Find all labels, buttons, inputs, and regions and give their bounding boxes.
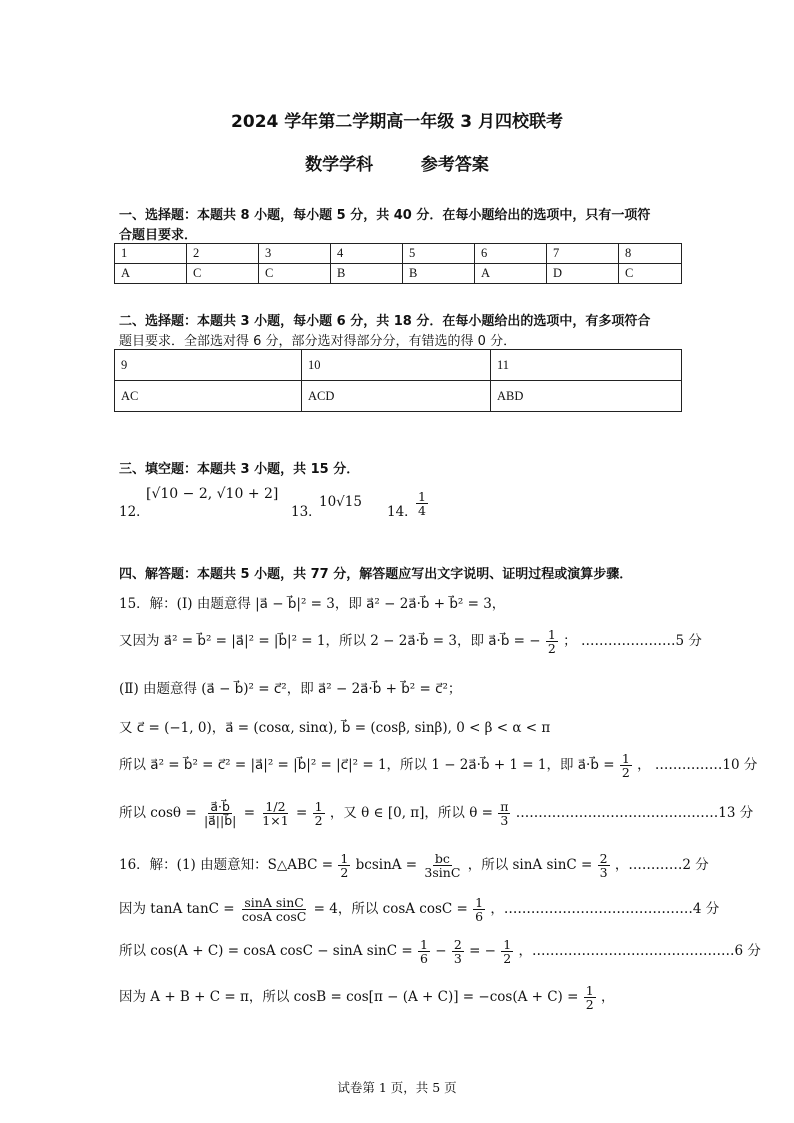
table-row	[115, 381, 682, 412]
numerator: 1	[585, 983, 594, 998]
table-cell: AC	[115, 381, 302, 412]
score-label: ，…………2 分	[614, 857, 709, 874]
table-row	[115, 264, 682, 284]
section4-heading: 四、解答题：本题共 5 小题，共 77 分，解答题应写出文字说明、证明过程或演算步骤．	[119, 567, 633, 582]
score-label: ，………………………………………6 分	[518, 943, 761, 960]
line-text: = 4，所以 cosA cosC =	[313, 901, 468, 918]
numerator: sinA sinC	[244, 895, 304, 910]
numerator: 1	[503, 937, 512, 952]
line-text: 又因为 a⃗² = b⃗² = |a⃗|² = |b⃗|² = 1，所以 2 − 2a⃗·b⃗ = 3，即 a⃗·b⃗ = −	[119, 633, 541, 650]
q12-answer: [√10 − 2, √10 + 2]	[146, 486, 279, 502]
table-cell: D	[547, 264, 619, 284]
q16-line1	[119, 852, 709, 879]
line-text: ，所以 sinA sinC =	[467, 857, 593, 874]
fraction	[338, 852, 350, 879]
table-cell: B	[403, 264, 475, 284]
line-text: ，又 θ ∈ [0, π]，所以 θ =	[329, 805, 493, 822]
fraction	[473, 896, 485, 923]
table-cell: 1	[115, 244, 187, 264]
q16-line2	[119, 896, 719, 923]
q13-answer: 10√15	[319, 494, 362, 510]
q14-answer	[415, 490, 429, 517]
line-text: ，	[600, 989, 615, 1006]
fraction	[260, 800, 290, 827]
numerator: 1	[314, 799, 323, 814]
table-cell: ABD	[491, 381, 682, 412]
table-cell: A	[115, 264, 187, 284]
fraction	[313, 800, 325, 827]
table-cell: 4	[331, 244, 403, 264]
fraction	[498, 800, 510, 827]
q14-label: 14．	[387, 504, 418, 520]
table-cell: 5	[403, 244, 475, 264]
section1-answer-table	[114, 243, 682, 284]
numerator: 1	[418, 489, 426, 504]
denominator: 2	[585, 997, 594, 1013]
fraction	[202, 800, 238, 827]
q15-line3: (Ⅱ) 由题意得 (a⃗ − b⃗)² = c⃗²，即 a⃗² − 2a⃗·b⃗ + b⃗² = c⃗²；	[119, 681, 462, 697]
line-text: −	[435, 943, 447, 960]
denominator: 1×1	[262, 813, 289, 829]
table-cell: 3	[259, 244, 331, 264]
table-cell: 10	[302, 350, 491, 381]
numerator: π	[500, 799, 509, 814]
numerator: 1	[621, 751, 630, 766]
q12-label: 12．	[119, 504, 150, 520]
q15-line2	[119, 628, 702, 655]
fraction	[240, 896, 308, 923]
denominator: 2	[314, 813, 323, 829]
section2-heading-cont: 题目要求．全部选对得 6 分，部分选对得部分分，有错选的得 0 分．	[119, 334, 517, 349]
numerator: 2	[599, 851, 608, 866]
denominator: 2	[547, 641, 556, 657]
denominator: 3	[599, 865, 608, 881]
table-cell: B	[331, 264, 403, 284]
numerator: 1/2	[265, 799, 286, 814]
table-cell: C	[619, 264, 682, 284]
table-cell: C	[187, 264, 259, 284]
table-cell: C	[259, 264, 331, 284]
fraction	[546, 628, 558, 655]
line-text: 所以 cos(A + C) = cosA cosC − sinA sinC =	[119, 943, 413, 960]
line-text: 因为 A + B + C = π，所以 cosB = cos[π − (A + C)] = −cos(A + C) =	[119, 989, 579, 1006]
fraction	[452, 938, 464, 965]
q15-line4: 又 c⃗ = (−1, 0)，a⃗ = (cosα, sinα), b⃗ = (cosβ, sinβ), 0 < β < α < π	[119, 720, 551, 736]
table-cell: 6	[475, 244, 547, 264]
table-cell: 2	[187, 244, 259, 264]
fraction	[598, 852, 610, 879]
section2-heading: 二、选择题：本题共 3 小题，每小题 6 分，共 18 分．在每小题给出的选项中，有多项符合	[119, 314, 651, 329]
fraction	[422, 852, 462, 879]
denominator: 2	[621, 765, 630, 781]
q15-line1: 15．解：(Ⅰ) 由题意得 |a⃗ − b⃗|² = 3，即 a⃗² − 2a⃗·b⃗ + b⃗² = 3，	[119, 596, 506, 612]
q16-line4	[119, 984, 614, 1011]
fraction	[418, 938, 430, 965]
table-cell: 8	[619, 244, 682, 264]
line-text: 因为 tanA tanC =	[119, 901, 235, 918]
score-label: ………………………………………13 分	[515, 805, 754, 822]
numerator: 1	[475, 895, 484, 910]
denominator: 4	[418, 503, 426, 519]
fraction	[584, 984, 596, 1011]
denominator: |a⃗||b⃗|	[203, 813, 237, 829]
line-text: = −	[469, 943, 496, 960]
table-cell: 11	[491, 350, 682, 381]
section1-heading-cont: 合题目要求．	[119, 228, 198, 243]
q16-line3	[119, 938, 761, 965]
line-text: =	[243, 805, 255, 822]
line-text: ，	[637, 757, 651, 774]
denominator: cosA cosC	[241, 909, 307, 925]
denominator: 3	[500, 813, 509, 829]
table-cell: A	[475, 264, 547, 284]
line-text: 所以 cosθ =	[119, 805, 197, 822]
line-text: ；	[563, 633, 577, 650]
score-label: …………………5 分	[580, 633, 702, 650]
numerator: 1	[547, 627, 556, 642]
fraction	[416, 490, 428, 517]
table-cell: 7	[547, 244, 619, 264]
denominator: 3	[453, 951, 462, 967]
section3-heading: 三、填空题：本题共 3 小题，共 15 分．	[119, 462, 360, 477]
numerator: a⃗·b⃗	[210, 799, 230, 814]
score-label: ……………10 分	[654, 757, 758, 774]
line-text: =	[295, 805, 308, 822]
table-row	[115, 350, 682, 381]
denominator: 2	[503, 951, 512, 967]
denominator: 6	[475, 909, 484, 925]
fraction	[501, 938, 513, 965]
q15-line6	[119, 800, 753, 827]
exam-title: 2024 学年第二学期高一年级 3 月四校联考	[231, 112, 563, 132]
table-row	[115, 244, 682, 264]
line-text: bcsinA =	[355, 857, 418, 874]
table-cell: ACD	[302, 381, 491, 412]
numerator: 2	[453, 937, 462, 952]
line-text: 所以 a⃗² = b⃗² = c⃗² = |a⃗|² = |b⃗|² = |c⃗|² = 1，所以 1 − 2a⃗·b⃗ + 1 = 1，即 a⃗·b⃗ =	[119, 757, 615, 774]
line-text: 16．解：(1) 由题意知：S△ABC =	[119, 857, 334, 874]
numerator: 1	[340, 851, 349, 866]
q13-label: 13．	[291, 504, 322, 520]
score-label: ，……………………………………4 分	[490, 901, 720, 918]
denominator: 2	[340, 865, 349, 881]
numerator: 1	[419, 937, 428, 952]
q15-line5	[119, 752, 757, 779]
numerator: bc	[434, 851, 450, 866]
section1-heading: 一、选择题：本题共 8 小题，每小题 5 分，共 40 分．在每小题给出的选项中，只有一项符	[119, 208, 651, 223]
table-cell: 9	[115, 350, 302, 381]
denominator: 6	[419, 951, 428, 967]
denominator: 3sinC	[424, 865, 461, 881]
section2-answer-table	[114, 349, 682, 412]
page-footer: 试卷第 1 页，共 5 页	[337, 1080, 457, 1095]
fraction	[620, 752, 632, 779]
exam-subtitle: 数学学科 参考答案	[305, 155, 489, 175]
